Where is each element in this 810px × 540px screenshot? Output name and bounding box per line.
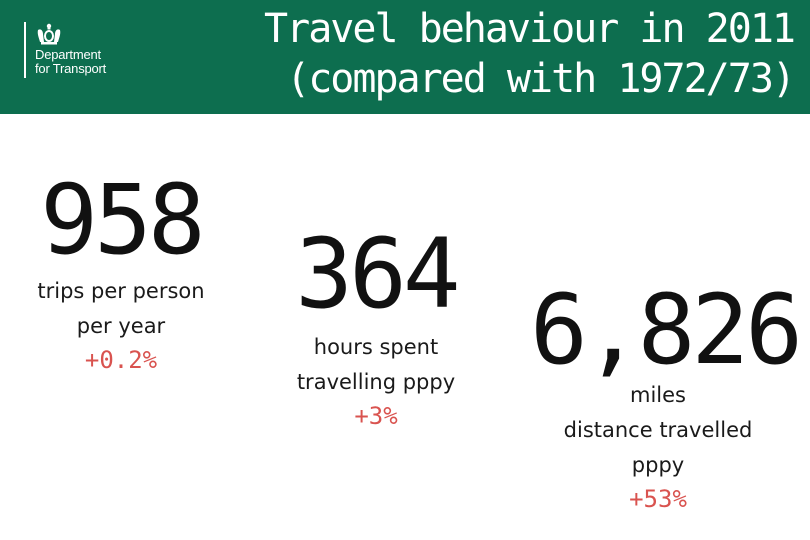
dft-logo	[24, 22, 106, 78]
stat-hours	[280, 218, 472, 432]
title-line-2: (compared with 1972/73)	[286, 56, 794, 102]
header-banner	[0, 0, 810, 114]
stat-label-line: per year	[76, 314, 166, 338]
stat-value: 958	[40, 164, 202, 276]
stat-change: +3%	[354, 402, 398, 430]
royal-crest-icon	[35, 22, 63, 46]
stat-label-line: pppy	[631, 453, 685, 477]
stat-trips	[12, 164, 230, 376]
stat-value: 364	[295, 218, 457, 330]
stat-change: +53%	[629, 485, 687, 513]
logo-text-line-1: Department	[35, 47, 101, 62]
stat-label-line: travelling pppy	[296, 370, 456, 394]
stat-value: 6,826	[530, 274, 799, 386]
stat-label-line: distance travelled	[563, 418, 753, 442]
stat-change: +0.2%	[84, 346, 158, 374]
title-line-1: Travel behaviour in 2011	[264, 6, 794, 52]
logo-text-line-2: for Transport	[35, 61, 107, 76]
stat-miles	[530, 274, 799, 515]
page-title	[264, 4, 794, 104]
stat-label-line: trips per person	[37, 279, 205, 303]
stat-label-line: miles	[630, 383, 686, 407]
stat-label-line: hours spent	[313, 335, 439, 359]
